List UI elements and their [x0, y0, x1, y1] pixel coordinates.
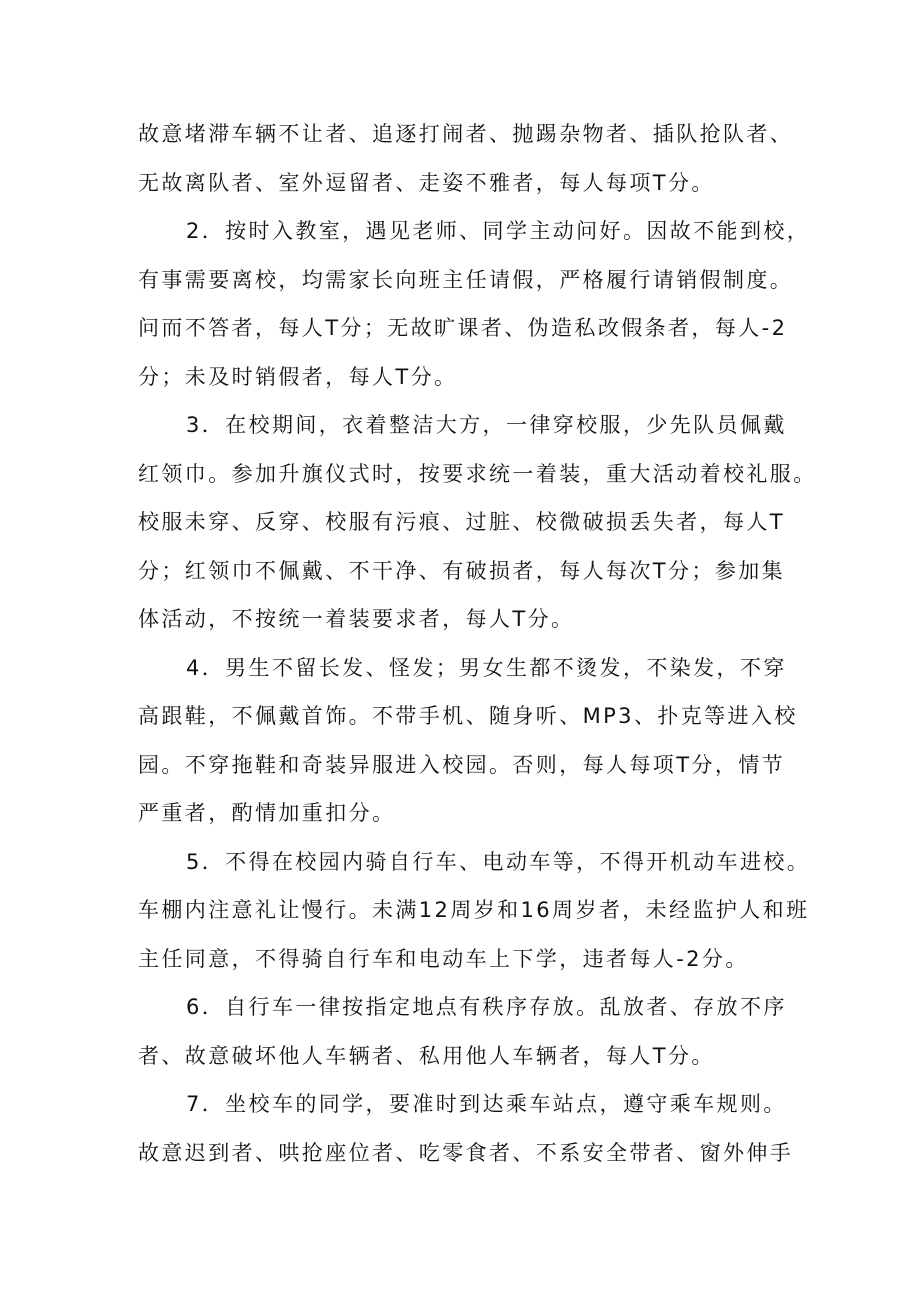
text-line: 高跟鞋，不佩戴首饰。不带手机、随身听、MP3、扑克等进入校 [138, 704, 798, 728]
rule-5-start: 5．不得在校园内骑自行车、电动车等，不得开机动车进校。 [186, 849, 811, 874]
text-line: 体活动，不按统一着装要求者，每人T分。 [138, 607, 575, 631]
text-line: 园。不穿拖鞋和奇装异服进入校园。否则，每人每项T分，情节 [138, 752, 786, 777]
text-line: 故意迟到者、哄抢座位者、吃零食者、不系安全带者、窗外伸手 [138, 1140, 794, 1165]
text-line: 故意堵滞车辆不让者、追逐打闹者、抛踢杂物者、插队抢队者、 [138, 122, 794, 146]
text-line: 者、故意破坏他人车辆者、私用他人车辆者，每人T分。 [138, 1043, 715, 1068]
text-line: 分；红领巾不佩戴、不干净、有破损者，每人每次T分；参加集 [138, 558, 786, 583]
text-line: 红领巾。参加升旗仪式时，按要求统一着装，重大活动着校礼服。 [138, 461, 817, 486]
text-line: 主任同意，不得骑自行车和电动车上下学，违者每人-2分。 [138, 946, 749, 971]
rule-4-start: 4．男生不留长发、怪发；男女生都不烫发，不染发，不穿 [186, 655, 787, 680]
text-line: 分；未及时销假者，每人T分。 [138, 364, 458, 389]
text-line: 无故离队者、室外逗留者、走姿不雅者，每人每项T分。 [138, 170, 715, 195]
text-line: 车棚内注意礼让慢行。未满12周岁和16周岁者，未经监护人和班 [138, 898, 810, 922]
rule-6-start: 6．自行车一律按指定地点有秩序存放。乱放者、存放不序 [186, 995, 787, 1019]
rule-2-start: 2．按时入教室，遇见老师、同学主动问好。因故不能到校， [186, 219, 811, 243]
text-line: 校服未穿、反穿、校服有污痕、过脏、校微破损丢失者，每人T [138, 510, 786, 534]
text-line: 问而不答者，每人T分；无故旷课者、伪造私改假条者，每人-2 [138, 316, 788, 340]
document-body [138, 110, 817, 1177]
text-line: 严重者，酌情加重扣分。 [138, 801, 396, 825]
rule-7-start: 7．坐校车的同学，要准时到达乘车站点，遵守乘车规则。 [186, 1092, 787, 1116]
rule-3-start: 3．在校期间，衣着整洁大方，一律穿校服，少先队员佩戴 [186, 413, 787, 437]
text-line: 有事需要离校，均需家长向班主任请假，严格履行请销假制度。 [138, 267, 794, 292]
